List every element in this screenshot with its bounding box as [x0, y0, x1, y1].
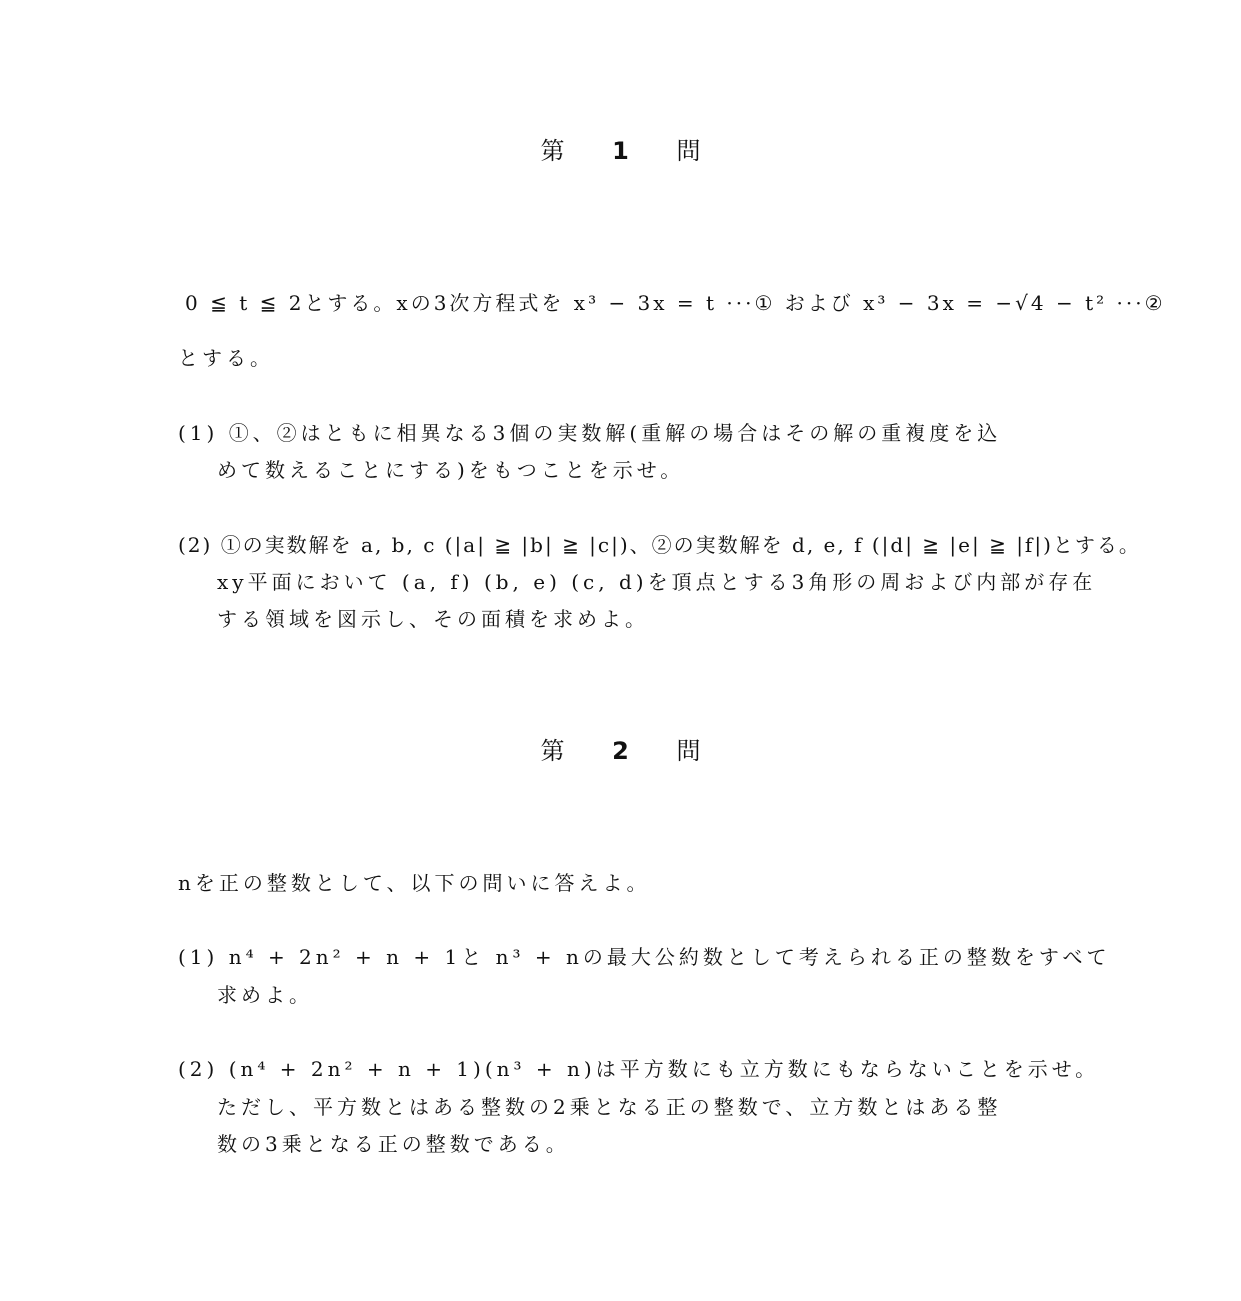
problem1-intro-line1: 0 ≦ t ≦ 2とする。xの3次方程式を x³ − 3x = t ···① および x³ − 3x = −√4 − t² ···②	[185, 291, 1166, 315]
problem2-heading-number: 2	[612, 737, 629, 765]
problem2-heading	[0, 736, 1241, 766]
problem1-heading-number: 1	[612, 137, 629, 165]
problem1-heading-suffix: 問	[676, 137, 701, 165]
problem1-heading-prefix: 第	[540, 137, 565, 165]
problem1-q1-line2: めて数えることにする)をもつことを示せ。	[217, 458, 685, 482]
problem2-heading-suffix: 問	[676, 737, 701, 765]
problem2-q2-line3: 数の3乗となる正の整数である。	[217, 1132, 570, 1156]
problem1-q2-line1: (2) ①の実数解を a, b, c (|a| ≧ |b| ≧ |c|)、②の実数解を d, e, f (|d| ≧ |e| ≧ |f|)とする。	[178, 533, 1141, 557]
problem2-intro: nを正の整数として、以下の問いに答えよ。	[178, 871, 651, 895]
problem1-q2-line3: する領域を図示し、その面積を求めよ。	[217, 607, 649, 631]
problem2-q1-line1: (1) n⁴ + 2n² + n + 1と n³ + nの最大公約数として考えられる正の整数をすべて	[178, 945, 1111, 969]
problem1-q1-line1: (1) ①、②はともに相異なる3個の実数解(重解の場合はその解の重複度を込	[178, 421, 1002, 445]
problem2-q2-line1: (2) (n⁴ + 2n² + n + 1)(n³ + n)は平方数にも立方数にもならないことを示せ。	[178, 1057, 1100, 1081]
problem2-q2-line2: ただし、平方数とはある整数の2乗となる正の整数で、立方数とはある整	[217, 1095, 1002, 1119]
problem1-intro-line2: とする。	[178, 346, 274, 370]
problem2-heading-prefix: 第	[540, 737, 565, 765]
problem1-heading	[0, 136, 1241, 166]
problem2-q1-line2: 求めよ。	[217, 983, 313, 1007]
problem1-q2-line2: xy平面において (a, f) (b, e) (c, d)を頂点とする3角形の周および内部が存在	[217, 570, 1097, 594]
